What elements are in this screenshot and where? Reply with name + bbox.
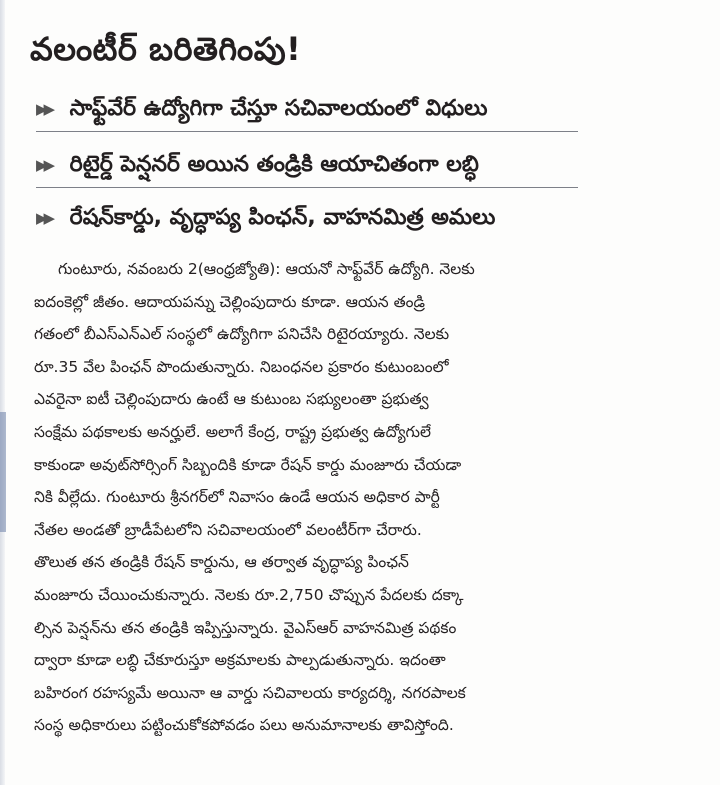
body-line: ఐదంకెల్లో జీతం. ఆదాయపన్ను చెల్లింపుదారు కూడా. ఆయన తండ్రి: [34, 292, 425, 311]
subheading-divider-1: [36, 131, 578, 132]
subheading-1-text: సాఫ్ట్‌వేర్‌ ఉద్యోగిగా చేస్తూ సచివాలయంలో విధులు: [69, 96, 488, 121]
subheading-3: [36, 205, 495, 235]
body-line: మంజూరు చేయించుకున్నారు. నెలకు రూ.2,750 చొప్పున పేదలకు దక్కా: [34, 585, 464, 604]
subheading-2: [36, 152, 479, 182]
subheading-1: [36, 96, 487, 126]
body-line: కాకుండా అవుట్‌సోర్సింగ్‌ సిబ్బందికి కూడా రేషన్‌ కార్డు మంజూరు చేయడా: [34, 455, 462, 474]
page-edge: [0, 0, 5, 785]
edge-mark: [0, 412, 6, 532]
headline: వలంటీర్‌ బరితెగింపు!: [30, 30, 302, 68]
body-line: నేతల అండతో బ్రాడీపేటలోని సచివాలయంలో వలంటీర్‌గా చేరారు.: [34, 520, 422, 539]
body-line: ద్వారా కూడా లబ్ధి చేకూరుస్తూ అక్రమాలకు పాల్పడుతున్నారు. ఇదంతా: [34, 651, 446, 670]
body-line: సంస్థ అధికారులు పట్టించుకోకపోవడం పలు అనుమానాలకు తావిస్తోంది.: [34, 716, 454, 735]
body-line: నికి వీల్లేదు. గుంటూరు శ్రీనగర్‌లో నివాసం ఉండే ఆయన అధికార పార్టీ: [34, 488, 440, 507]
double-arrow-icon: ▶▶: [36, 156, 52, 174]
subheading-divider-2: [36, 187, 578, 188]
body-line: సంక్షేమ పథకాలకు అనర్హులే. అలాగే కేంద్ర, రాష్ట్ర ప్రభుత్వ ఉద్యోగులే: [34, 422, 431, 441]
body-line: ల్సిన పెన్షన్‌ను తన తండ్రికి ఇప్పిస్తున్నారు. వైఎస్‌ఆర్‌ వాహనమిత్ర పథకం: [34, 618, 457, 637]
subheading-3-text: రేషన్‌కార్డు, వృద్ధాప్య పింఛన్‌, వాహనమిత్ర అమలు: [69, 205, 496, 230]
body-line: ఎవరైనా ఐటీ చెల్లింపుదారు ఉంటే ఆ కుటుంబ సభ్యులంతా ప్రభుత్వ: [34, 390, 429, 409]
double-arrow-icon: ▶▶: [36, 100, 52, 118]
article-body: [34, 253, 698, 742]
body-line: బహిరంగ రహస్యమే అయినా ఆ వార్డు సచివాలయ కార్యదర్శి, నగరపాలక: [34, 683, 466, 702]
body-line: గతంలో బీఎస్‌ఎన్‌ఎల్‌ సంస్థలో ఉద్యోగిగా పనిచేసి రిటైరయ్యారు. నెలకు: [34, 325, 450, 344]
body-line: రూ.35 వేల పింఛన్‌ పొందుతున్నారు. నిబంధనల ప్రకారం కుటుంబంలో: [34, 357, 449, 376]
body-line: గుంటూరు, నవంబరు 2(ఆంధ్రజ్యోతి): ఆయనో సాఫ్ట్‌వేర్‌ ఉద్యోగి. నెలకు: [58, 260, 475, 278]
body-line: తొలుత తన తండ్రికి రేషన్‌ కార్డును, ఆ తర్వాత వృద్ధాప్య పింఛన్‌: [34, 553, 409, 572]
subheading-2-text: రిటైర్డ్‌ పెన్షనర్‌ అయిన తండ్రికి ఆయాచితంగా లబ్ధి: [69, 152, 479, 177]
double-arrow-icon: ▶▶: [36, 209, 52, 227]
